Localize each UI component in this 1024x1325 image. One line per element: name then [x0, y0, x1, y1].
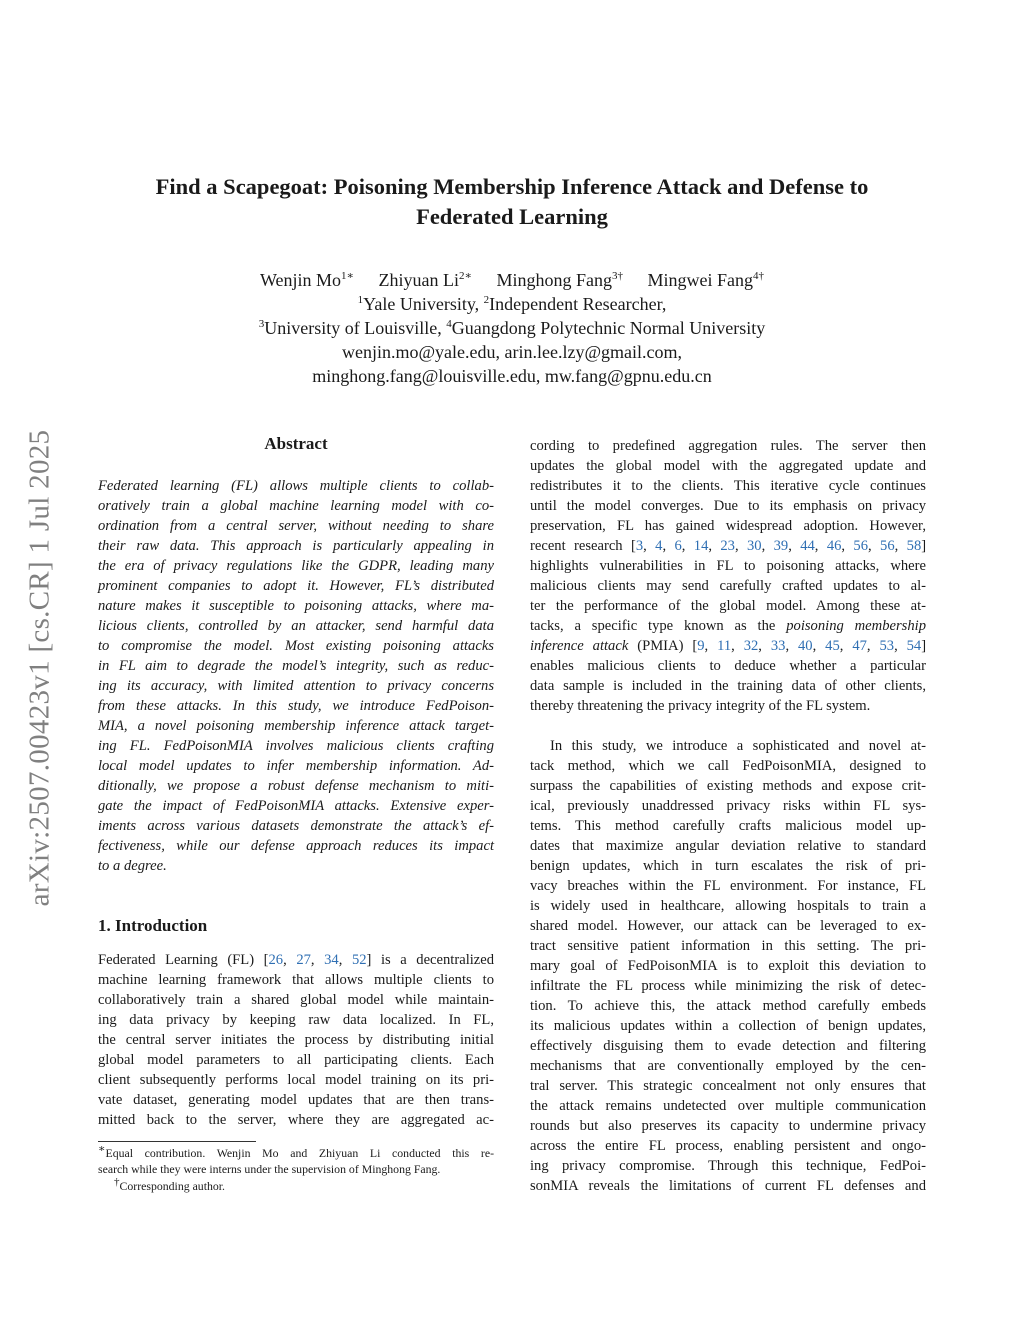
body-line: is widely used in healthcare, allowing hospitals to train a — [530, 898, 926, 914]
body-line: updates the global model with the aggregated update and — [530, 458, 926, 474]
abstract-line: ing FL. FedPoisonMIA involves malicious clients crafting — [98, 738, 494, 754]
footnote-rule — [98, 1141, 256, 1142]
body-line: mary goal of FedPoisonMIA is to exploit this deviation to — [530, 958, 926, 974]
abstract-line: prominent companies to adopt it. However, FL’s distributed — [98, 578, 494, 594]
footnote-mark: † — [114, 1176, 120, 1189]
aff-3-mark: 3 — [258, 318, 265, 330]
body-line: malicious clients may send carefully crafted updates to al- — [530, 578, 926, 594]
abstract-line: to compromise the model. Most existing poisoning attacks — [98, 638, 494, 654]
author-block — [100, 268, 924, 388]
abstract-line: fectiveness, while our defense approach reduces its impact — [98, 838, 494, 854]
body-line: tems. This method carefully crafts malicious model up- — [530, 818, 926, 834]
abstract-line: oratively train a global machine learning model with co- — [98, 498, 494, 514]
citation-link[interactable]: 56 — [880, 538, 895, 554]
emails-line-1: wenjin.mo@yale.edu, arin.lee.lzy@gmail.com, — [341, 342, 683, 362]
citation-link[interactable]: 11 — [717, 638, 732, 654]
body-line: thereby threatening the privacy integrity of the FL system. — [530, 698, 871, 714]
aff-4-mark: 4 — [446, 318, 452, 330]
body-line: tract sensitive patient information in this setting. The pri- — [530, 938, 926, 954]
intro-text: Federated Learning (FL) [ — [98, 952, 269, 968]
aff-1-mark: 1 — [357, 294, 364, 306]
body-line: until the model converges. Due to its emphasis on privacy — [530, 498, 926, 514]
citation-link[interactable]: 23 — [720, 538, 735, 554]
affiliations-line-1 — [100, 292, 924, 316]
citation-link[interactable]: 44 — [800, 538, 815, 554]
body-line: tion. To achieve this, the attack method carefully embeds — [530, 998, 926, 1014]
body-line: shared model. However, our attack can be leveraged to ex- — [530, 918, 926, 934]
body-line: its malicious updates within a collection of benign updates, — [530, 1018, 926, 1034]
intro-line: mitted back to the server, where they are aggregated ac- — [98, 1112, 494, 1128]
body-line: enables malicious clients to deduce whether a particular — [530, 658, 926, 674]
intro-line: vate dataset, generating model updates that are then trans- — [98, 1092, 494, 1108]
abstract-line: from these attacks. In this study, we introduce FedPoison- — [98, 698, 494, 714]
citation-link[interactable]: 4 — [655, 538, 663, 554]
citation-link[interactable]: 26 — [268, 952, 284, 968]
abstract-line: to a degree. — [98, 858, 167, 874]
citation-link[interactable]: 58 — [906, 538, 922, 554]
footnote-equal-contribution — [98, 1145, 494, 1161]
body-text: ] — [921, 538, 927, 554]
body-line: redistributes it to the clients. This iterative cycle continues — [530, 478, 926, 494]
affiliations-line-2 — [100, 316, 924, 340]
author-1-mark: 1∗ — [341, 270, 355, 282]
cite-sep: , — [310, 952, 325, 968]
intro-line-first — [98, 950, 494, 970]
abstract-line: in FL aim to degrade the model’s integrity, such as reduc- — [98, 658, 494, 674]
intro-line: machine learning framework that allows multiple clients to — [98, 972, 494, 988]
intro-line: client subsequently performs local model training on its pri- — [98, 1072, 494, 1088]
abstract-line: their raw data. This approach is particularly appealing in — [98, 538, 494, 554]
intro-line: the central server initiates the process by distributing initial — [98, 1032, 494, 1048]
body-line: dates that maximize angular deviation relative to standard — [530, 838, 926, 854]
body-line-citations: recent research [3, 4, 6, 14, 23, 30, 39, 44, 46, 56, 56, 58] — [530, 538, 927, 554]
citation-link[interactable]: 32 — [743, 638, 759, 654]
abstract-line: iments across various datasets demonstrate the attack’s ef- — [98, 818, 494, 834]
body-line: vacy breaches within the FL environment. For instance, FL — [530, 878, 926, 894]
citation-link[interactable]: 6 — [674, 538, 682, 554]
abstract-line: licious clients, controlled by an attacker, send harmful data — [98, 618, 494, 634]
citation-link[interactable]: 53 — [879, 638, 895, 654]
citation-link[interactable]: 30 — [746, 538, 762, 554]
affiliation-1: Yale University, — [363, 294, 484, 314]
abstract-line: ditionally, we propose a robust defense mechanism to miti- — [98, 778, 494, 794]
intro-line: collaboratively train a shared global model while maintain- — [98, 992, 494, 1008]
citation-link[interactable]: 47 — [852, 638, 867, 654]
citation-link[interactable]: 33 — [770, 638, 786, 654]
arxiv-identifier: arXiv:2507.00423v1 [cs.CR] 1 Jul 2025 — [23, 429, 56, 906]
body-line: ter the performance of the global model. Among these at- — [530, 598, 926, 614]
abstract-line: ing its accuracy, with limited attention to privacy concerns — [98, 678, 494, 694]
author-4: Mingwei Fang — [647, 270, 753, 290]
title-line-1: Find a Scapegoat: Poisoning Membership Inference Attack and Defense to — [155, 174, 869, 199]
body-text: recent research [ — [530, 538, 636, 554]
citation-link[interactable]: 27 — [296, 952, 311, 968]
citation-link[interactable]: 46 — [826, 538, 842, 554]
citation-link[interactable]: 40 — [798, 638, 813, 654]
cite-sep: , — [338, 952, 352, 968]
emphasized-term: inference attack — [530, 638, 629, 654]
emails-line-2: minghong.fang@louisville.edu, mw.fang@gpnu.edu.cn — [312, 366, 712, 386]
body-text: (PMIA) [ — [628, 638, 698, 654]
body-line: ing privacy compromise. Through this technique, FedPoi- — [530, 1158, 926, 1174]
abstract-heading: Abstract — [264, 434, 328, 453]
arxiv-side-label — [18, 390, 62, 945]
author-3-mark: 3† — [612, 270, 623, 282]
body-line: highlights vulnerabilities in FL to poisoning attacks, where — [530, 558, 926, 574]
body-line: infiltrate the FL process while minimizing the risk of detec- — [530, 978, 926, 994]
affiliation-3: University of Louisville, — [264, 318, 447, 338]
citation-link[interactable]: 34 — [324, 952, 339, 968]
title-line-2: Federated Learning — [416, 204, 608, 229]
body-line: cording to predefined aggregation rules. The server then — [530, 438, 926, 454]
emphasized-term: poisoning membership — [786, 618, 926, 634]
author-2: Zhiyuan Li — [378, 270, 459, 290]
footnote-equal-contribution-cont: search while they were interns under the supervision of Minghong Fang. — [98, 1162, 441, 1176]
body-line: ical, previously unaddressed privacy risks within FL sys- — [530, 798, 926, 814]
citation-link[interactable]: 9 — [697, 638, 705, 654]
body-text: ] — [921, 638, 927, 654]
author-4-mark: 4† — [753, 270, 764, 282]
body-line: data sample is included in the training data of other clients, — [530, 678, 926, 694]
body-line-pmia-citations: inference attack (PMIA) [9, 11, 32, 33, 40, 45, 47, 53, 54] — [530, 638, 927, 654]
citation-link[interactable]: 56 — [853, 538, 869, 554]
abstract-line: ordination from a central server, without needing to share — [98, 518, 494, 534]
intro-line: ing data privacy by keeping raw data localized. In FL, — [98, 1012, 494, 1028]
paper-title — [100, 172, 924, 232]
abstract-line: Federated learning (FL) allows multiple clients to collab- — [98, 478, 494, 494]
body-line-pmia-term — [530, 616, 926, 636]
citation-link[interactable]: 54 — [906, 638, 922, 654]
citation-link[interactable]: 14 — [693, 538, 709, 554]
footnote-text: Corresponding author. — [119, 1179, 226, 1193]
citation-link[interactable]: 39 — [773, 538, 789, 554]
abstract-line: local model updates to infer membership information. Ad- — [98, 758, 494, 774]
body-line: rounds but also preserves its capacity to undermine privacy — [530, 1118, 926, 1134]
body-line: benign updates, which in turn escalates the risk of pri- — [530, 858, 926, 874]
body-line: preservation, FL has gained widespread adoption. However, — [530, 518, 926, 534]
cite-sep: , — [283, 952, 297, 968]
body-text: tacks, a specific type known as the — [530, 618, 787, 634]
body-line: sonMIA reveals the limitations of current FL defenses and — [530, 1178, 926, 1194]
citation-link[interactable]: 3 — [635, 538, 644, 554]
author-3: Minghong Fang — [496, 270, 612, 290]
abstract-line: gate the impact of FedPoisonMIA attacks. Extensive exper- — [98, 798, 494, 814]
abstract-line: nature makes it susceptible to poisoning attacks, where ma- — [98, 598, 494, 614]
intro-line: global model parameters to all participating clients. Each — [98, 1052, 494, 1068]
body-line: In this study, we introduce a sophisticated and novel at- — [550, 738, 926, 754]
footnote-corresponding-author — [114, 1178, 225, 1194]
body-line: effectively disguising them to evade detection and filtering — [530, 1038, 926, 1054]
body-line: tral server. This strategic concealment not only ensures that — [530, 1078, 926, 1094]
body-line: mechanisms that are conventionally employed by the cen- — [530, 1058, 926, 1074]
section-heading-introduction: 1. Introduction — [98, 916, 208, 935]
abstract-line: the era of privacy regulations like the GDPR, leading many — [98, 558, 494, 574]
aff-2-mark: 2 — [483, 294, 490, 306]
body-line: the attack remains undetected over multiple communication — [530, 1098, 926, 1114]
abstract-line: MIA, a novel poisoning membership inference attack target- — [98, 718, 494, 734]
body-line: tack method, which we call FedPoisonMIA, designed to — [530, 758, 926, 774]
affiliation-2: Independent Researcher, — [489, 294, 667, 314]
citation-link[interactable]: 52 — [351, 952, 367, 968]
citation-link[interactable]: 45 — [825, 638, 840, 654]
body-line: across the entire FL process, enabling persistent and ongo- — [530, 1138, 926, 1154]
footnote-text: Equal contribution. Wenjin Mo and Zhiyuan Li conducted this re- — [105, 1146, 494, 1160]
author-1: Wenjin Mo — [259, 270, 342, 290]
author-names — [100, 268, 924, 292]
body-line: surpass the capabilities of existing methods and expose crit- — [530, 778, 926, 794]
footnote-mark: ∗ — [98, 1143, 106, 1156]
affiliation-4: Guangdong Polytechnic Normal University — [451, 318, 766, 338]
author-2-mark: 2∗ — [459, 270, 472, 282]
intro-text: ] is a decentralized — [366, 952, 495, 968]
